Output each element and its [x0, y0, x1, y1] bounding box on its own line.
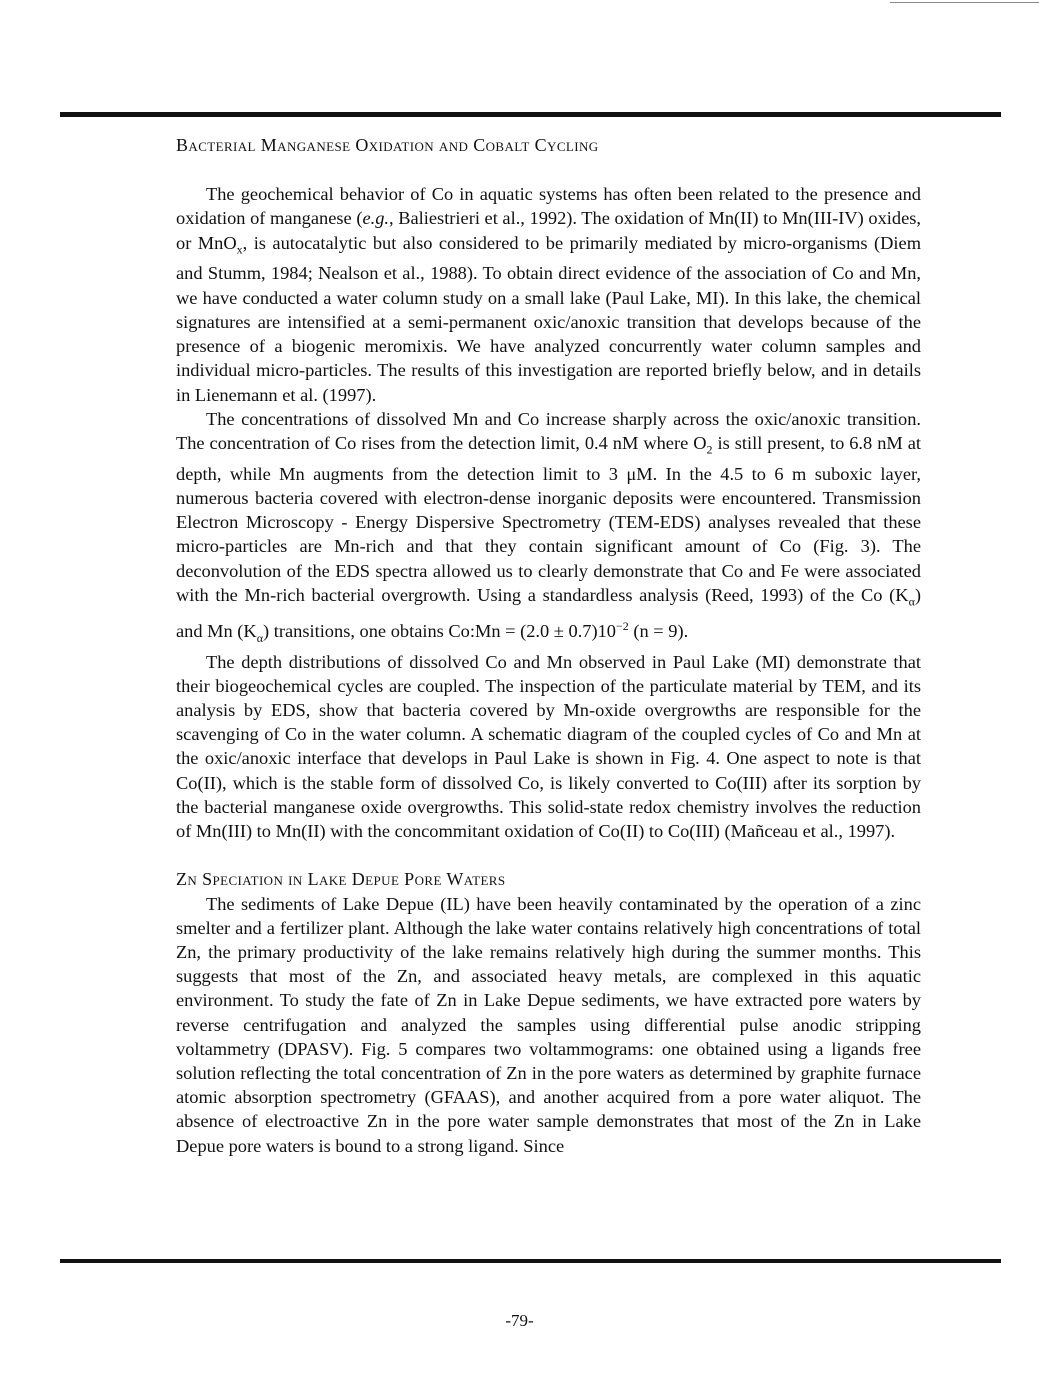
section-heading-manganese: Bacterial Manganese Oxidation and Cobalt Cycling	[176, 135, 599, 155]
corner-line	[890, 2, 1039, 3]
section-heading-zn-speciation: Zn Speciation in Lake Depue Pore Waters	[176, 869, 506, 890]
top-rule	[60, 112, 1001, 117]
bottom-rule	[60, 1259, 1001, 1263]
paragraph-concentrations: The concentrations of dissolved Mn and Co increase sharply across the oxic/anoxic transition. The concentration of Co rises from the detection limit, 0.4 nM where $O_2$ is still present, to 6.8 nM at depth, while Mn augments from the detection limit to 3 μM. In the 4.5 to 6 m suboxic layer, numerous bacteria covered with electron-dense inorganic deposits were encountered. Transmission Electron Microscopy - Energy Dispersive Spectrometry (TEM-EDS) analyses revealed that these micro-particles are Mn-rich and that they contain significant amount of Co (Fig. 3). The deconvolution of the EDS spectra allowed us to clearly demonstrate that Co and Fe were associated with the Mn-rich bacterial overgrowth. Using a standardless analysis (Reed, 1993) of the Co $(K_\alpha)$ and Mn $(K_\alpha)$ transitions, one obtains Co:Mn = $(2.0 \pm 0.7)10^{-2}$ (n = 9).	[176, 408, 921, 645]
page-body	[176, 128, 921, 1158]
paragraph-lake-depue: The sediments of Lake Depue (IL) have been heavily contaminated by the operation of a zinc smelter and a fertilizer plant. Although the lake water contains relatively high concentrations of total Zn, the primary productivity of the lake remains relatively high during the summer months. This suggests that most of the Zn, and associated heavy metals, are complexed in this aquatic environment. To study the fate of Zn in Lake Depue sediments, we have extracted pore waters by reverse centrifugation and analyzed the samples using differential pulse anodic stripping voltammetry (DPASV). Fig. 5 compares two voltammograms: one obtained using a ligands free solution reflecting the total concentration of Zn in the pore waters as determined by graphite furnace atomic absorption spectrometry (GFAAS), and another acquired from a pore water aliquot. The absence of electroactive Zn in the pore water sample demonstrates that most of the Zn in Lake Depue pore waters is bound to a strong ligand. Since	[176, 893, 921, 1156]
paragraph-cobalt-intro: The geochemical behavior of Co in aquatic systems has often been related to the presence and oxidation of manganese (e.g., Baliestrieri et al., 1992). The oxidation of Mn(II) to Mn(III-IV) oxides, or MnO$_x$, is autocatalytic but also considered to be primarily mediated by micro-organisms (Diem and Stumm, 1984; Nealson et al., 1988). To obtain direct evidence of the association of Co and Mn, we have conducted a water column study on a small lake (Paul Lake, MI). In this lake, the chemical signatures are intensified at a semi-permanent oxic/anoxic transition that develops because of the presence of a biogenic meromixis. We have analyzed concurrently water column samples and individual micro-particles. The results of this investigation are reported briefly below, and in details in Lienemann et al. (1997).	[176, 184, 921, 405]
page-number: -79-	[505, 1311, 534, 1330]
paragraph-depth-distributions: The depth distributions of dissolved Co and Mn observed in Paul Lake (MI) demonstrate that their biogeochemical cycles are coupled. The inspection of the particulate material by TEM, and its analysis by EDS, show that bacteria covered by Mn-oxide overgrowths are responsible for the scavenging of Co in the water column. A schematic diagram of the coupled cycles of Co and Mn at the oxic/anoxic interface that develops in Paul Lake is shown in Fig. 4. One aspect to note is that Co(II), which is the stable form of dissolved Co, is likely converted to Co(III) after its sorption by the bacterial manganese oxide overgrowths. This solid-state redox chemistry involves the reduction of Mn(III) to Mn(II) with the concommitant oxidation of Co(II) to Co(III) (Mañceau et al., 1997).	[176, 651, 921, 842]
